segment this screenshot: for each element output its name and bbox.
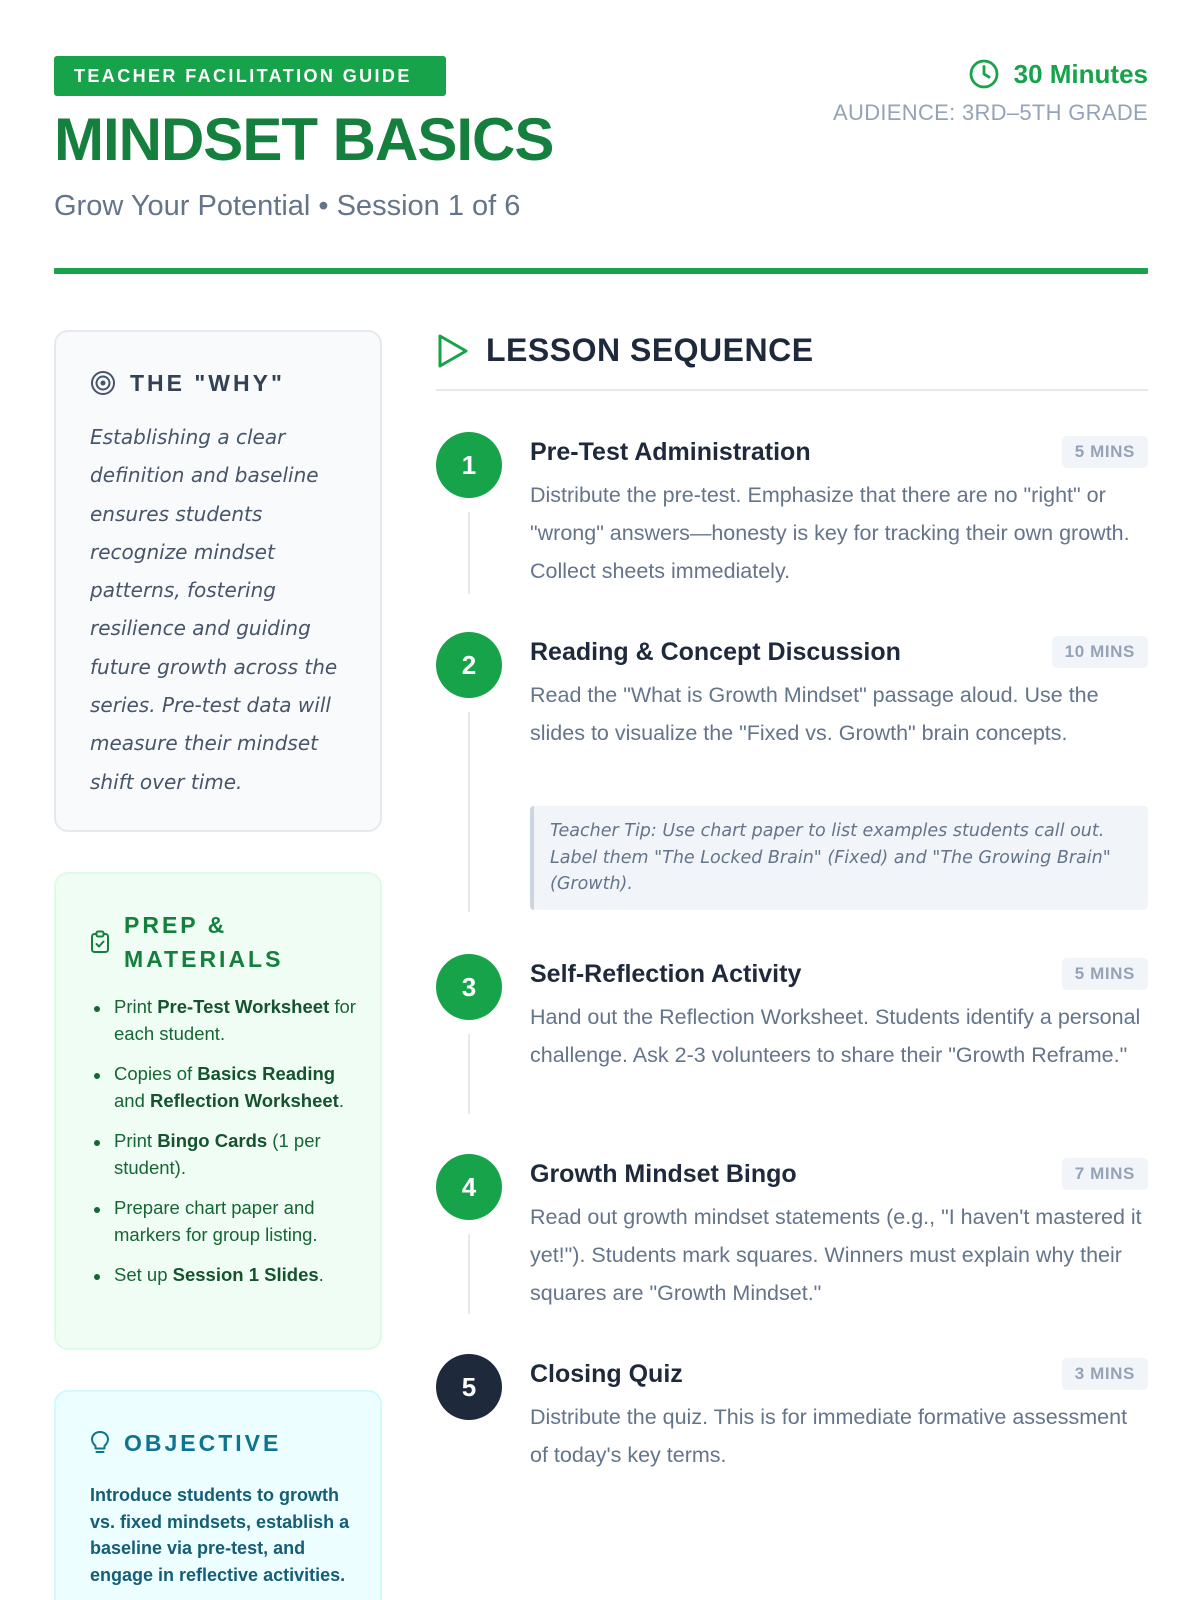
duration-label [968, 56, 1148, 92]
lesson-step-1 [436, 432, 1148, 602]
lesson-sequence-divider [436, 389, 1148, 391]
clock-icon [968, 58, 1000, 90]
lesson-sequence-title: LESSON SEQUENCE [486, 332, 814, 368]
step-number-badge: 5 [436, 1354, 502, 1420]
step-number-badge: 3 [436, 954, 502, 1020]
step-title: Pre-Test Administration [530, 438, 811, 466]
why-card [54, 330, 382, 832]
list-item: Print Pre-Test Worksheet for each student. [92, 994, 362, 1047]
duration-text: 30 Minutes [1013, 58, 1148, 89]
lesson-step-5 [436, 1354, 1148, 1484]
objective-card-title: OBJECTIVE [124, 1430, 282, 1456]
guide-type-badge: TEACHER FACILITATION GUIDE [54, 56, 446, 96]
step-description: Hand out the Reflection Worksheet. Students identify a personal challenge. Ask 2-3 volunteers to share their "Growth Reframe." [530, 1005, 1141, 1067]
step-description: Distribute the quiz. This is for immediate formative assessment of today's key terms. [530, 1405, 1128, 1467]
lightbulb-icon [90, 1430, 110, 1456]
teacher-tip: Teacher Tip: Use chart paper to list examples students call out. Label them "The Locked Brain" (Fixed) and "The Growing Brain" (Growth). [530, 806, 1148, 910]
prep-card-title: PREP & MATERIALS [124, 912, 284, 972]
step-title: Self-Reflection Activity [530, 960, 802, 988]
timeline-connector [468, 1034, 470, 1114]
list-item: Set up Session 1 Slides. [92, 1262, 362, 1289]
lesson-step-2 [436, 632, 1148, 922]
target-icon [90, 370, 116, 396]
header-divider [54, 268, 1148, 274]
step-description: Read out growth mindset statements (e.g., "I haven't mastered it yet!"). Students mark squares. Winners must explain why their squares are "Growth Mindset." [530, 1205, 1142, 1305]
step-title: Growth Mindset Bingo [530, 1160, 797, 1188]
step-number-badge: 1 [436, 432, 502, 498]
objective-card [54, 1390, 382, 1600]
timeline-connector [468, 712, 470, 912]
step-description: Distribute the pre-test. Emphasize that there are no "right" or "wrong" answers—honesty is key for tracking their own growth. Collect sheets immediately. [530, 483, 1130, 583]
timeline-connector [468, 1234, 470, 1314]
prep-card-header [90, 908, 304, 976]
lesson-step-4 [436, 1154, 1148, 1324]
audience-label: AUDIENCE: 3RD–5TH GRADE [833, 100, 1148, 125]
objective-card-header [90, 1426, 281, 1460]
play-icon [436, 333, 470, 369]
step-number-badge: 4 [436, 1154, 502, 1220]
step-duration-badge: 10 MINS [1052, 636, 1148, 668]
step-duration-badge: 7 MINS [1062, 1158, 1148, 1190]
step-duration-badge: 5 MINS [1062, 436, 1148, 468]
step-duration-badge: 5 MINS [1062, 958, 1148, 990]
step-title: Closing Quiz [530, 1360, 683, 1388]
lesson-step-3 [436, 954, 1148, 1124]
timeline-connector [468, 512, 470, 594]
step-title: Reading & Concept Discussion [530, 638, 901, 666]
list-item: Prepare chart paper and markers for group listing. [92, 1195, 362, 1248]
page-title: MINDSET BASICS [54, 106, 554, 173]
prep-list [92, 994, 362, 1303]
why-card-header [90, 366, 285, 400]
why-card-title: THE "WHY" [130, 370, 285, 396]
step-number-badge: 2 [436, 632, 502, 698]
step-duration-badge: 3 MINS [1062, 1358, 1148, 1390]
why-card-text: Establishing a clear definition and baseline ensures students recognize mindset patterns, fostering resilience and guiding future growth across the series. Pre-test data will measure their mindset shift over time. [90, 425, 338, 794]
lesson-sequence-header [436, 332, 814, 369]
facilitation-guide-page [54, 0, 1148, 1600]
step-description: Read the "What is Growth Mindset" passage aloud. Use the slides to visualize the "Fixed vs. Growth" brain concepts. [530, 683, 1099, 745]
prep-card [54, 872, 382, 1350]
page-subtitle: Grow Your Potential • Session 1 of 6 [54, 190, 521, 222]
list-item: Print Bingo Cards (1 per student). [92, 1128, 362, 1181]
list-item: Copies of Basics Reading and Reflection Worksheet. [92, 1061, 362, 1114]
clipboard-icon [90, 930, 110, 954]
objective-card-text: Introduce students to growth vs. fixed mindsets, establish a baseline via pre-test, and engage in reflective activities. [90, 1485, 350, 1585]
